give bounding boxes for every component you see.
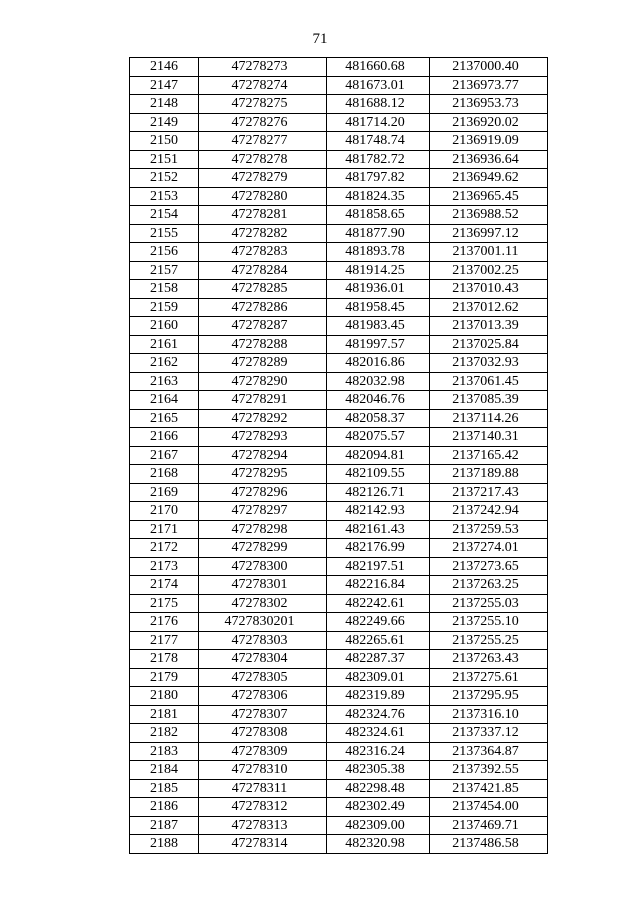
- y-coordinate-cell: 2137274.01: [430, 539, 548, 558]
- point-number-cell: 2187: [130, 816, 199, 835]
- x-coordinate-cell: 482319.89: [327, 687, 430, 706]
- y-coordinate-cell: 2137421.85: [430, 779, 548, 798]
- x-coordinate-cell: 481893.78: [327, 243, 430, 262]
- table-row: [130, 113, 548, 132]
- y-coordinate-cell: 2137273.65: [430, 557, 548, 576]
- y-coordinate-cell: 2137032.93: [430, 354, 548, 373]
- table-row: [130, 465, 548, 484]
- table-row: [130, 816, 548, 835]
- point-id-cell: 47278294: [199, 446, 327, 465]
- x-coordinate-cell: 482242.61: [327, 594, 430, 613]
- point-number-cell: 2183: [130, 742, 199, 761]
- point-number-cell: 2181: [130, 705, 199, 724]
- x-coordinate-cell: 481914.25: [327, 261, 430, 280]
- point-number-cell: 2166: [130, 428, 199, 447]
- y-coordinate-cell: 2137263.25: [430, 576, 548, 595]
- table-row: [130, 187, 548, 206]
- x-coordinate-cell: 482109.55: [327, 465, 430, 484]
- y-coordinate-cell: 2137263.43: [430, 650, 548, 669]
- y-coordinate-cell: 2136936.64: [430, 150, 548, 169]
- point-id-cell: 47278291: [199, 391, 327, 410]
- table-row: [130, 650, 548, 669]
- table-row: [130, 576, 548, 595]
- x-coordinate-cell: 482309.01: [327, 668, 430, 687]
- point-number-cell: 2169: [130, 483, 199, 502]
- point-id-cell: 47278289: [199, 354, 327, 373]
- y-coordinate-cell: 2137002.25: [430, 261, 548, 280]
- table-row: [130, 354, 548, 373]
- point-number-cell: 2154: [130, 206, 199, 225]
- x-coordinate-cell: 481748.74: [327, 132, 430, 151]
- x-coordinate-cell: 481877.90: [327, 224, 430, 243]
- y-coordinate-cell: 2137140.31: [430, 428, 548, 447]
- point-number-cell: 2188: [130, 835, 199, 854]
- point-id-cell: 47278303: [199, 631, 327, 650]
- table-row: [130, 317, 548, 336]
- table-row: [130, 724, 548, 743]
- table-row: [130, 58, 548, 77]
- x-coordinate-cell: 482142.93: [327, 502, 430, 521]
- point-number-cell: 2173: [130, 557, 199, 576]
- point-number-cell: 2156: [130, 243, 199, 262]
- point-number-cell: 2184: [130, 761, 199, 780]
- point-id-cell: 47278310: [199, 761, 327, 780]
- point-number-cell: 2157: [130, 261, 199, 280]
- y-coordinate-cell: 2136973.77: [430, 76, 548, 95]
- point-number-cell: 2148: [130, 95, 199, 114]
- x-coordinate-cell: 482216.84: [327, 576, 430, 595]
- table-row: [130, 520, 548, 539]
- table-row: [130, 835, 548, 854]
- y-coordinate-cell: 2136949.62: [430, 169, 548, 188]
- coordinates-table: [129, 57, 548, 854]
- y-coordinate-cell: 2137165.42: [430, 446, 548, 465]
- table-row: [130, 613, 548, 632]
- point-number-cell: 2164: [130, 391, 199, 410]
- point-number-cell: 2168: [130, 465, 199, 484]
- table-row: [130, 224, 548, 243]
- point-id-cell: 47278311: [199, 779, 327, 798]
- point-number-cell: 2161: [130, 335, 199, 354]
- x-coordinate-cell: 482320.98: [327, 835, 430, 854]
- y-coordinate-cell: 2137337.12: [430, 724, 548, 743]
- x-coordinate-cell: 482309.00: [327, 816, 430, 835]
- x-coordinate-cell: 482316.24: [327, 742, 430, 761]
- table-row: [130, 687, 548, 706]
- table-row: [130, 243, 548, 262]
- point-id-cell: 47278300: [199, 557, 327, 576]
- point-id-cell: 47278314: [199, 835, 327, 854]
- x-coordinate-cell: 481958.45: [327, 298, 430, 317]
- y-coordinate-cell: 2137012.62: [430, 298, 548, 317]
- table-row: [130, 539, 548, 558]
- point-number-cell: 2155: [130, 224, 199, 243]
- x-coordinate-cell: 482058.37: [327, 409, 430, 428]
- point-number-cell: 2182: [130, 724, 199, 743]
- x-coordinate-cell: 481673.01: [327, 76, 430, 95]
- point-number-cell: 2176: [130, 613, 199, 632]
- table-row: [130, 372, 548, 391]
- y-coordinate-cell: 2137255.10: [430, 613, 548, 632]
- point-number-cell: 2178: [130, 650, 199, 669]
- table-row: [130, 668, 548, 687]
- y-coordinate-cell: 2137454.00: [430, 798, 548, 817]
- point-number-cell: 2147: [130, 76, 199, 95]
- point-id-cell: 47278298: [199, 520, 327, 539]
- y-coordinate-cell: 2137255.03: [430, 594, 548, 613]
- x-coordinate-cell: 482075.57: [327, 428, 430, 447]
- point-id-cell: 47278306: [199, 687, 327, 706]
- point-id-cell: 47278309: [199, 742, 327, 761]
- point-id-cell: 47278278: [199, 150, 327, 169]
- table-row: [130, 798, 548, 817]
- table-row: [130, 261, 548, 280]
- y-coordinate-cell: 2137275.61: [430, 668, 548, 687]
- point-number-cell: 2180: [130, 687, 199, 706]
- x-coordinate-cell: 481782.72: [327, 150, 430, 169]
- y-coordinate-cell: 2137295.95: [430, 687, 548, 706]
- coordinates-table-body: [130, 58, 548, 854]
- point-id-cell: 47278275: [199, 95, 327, 114]
- x-coordinate-cell: 481936.01: [327, 280, 430, 299]
- x-coordinate-cell: 482161.43: [327, 520, 430, 539]
- x-coordinate-cell: 482126.71: [327, 483, 430, 502]
- x-coordinate-cell: 481714.20: [327, 113, 430, 132]
- table-row: [130, 483, 548, 502]
- x-coordinate-cell: 481983.45: [327, 317, 430, 336]
- point-number-cell: 2160: [130, 317, 199, 336]
- point-id-cell: 47278297: [199, 502, 327, 521]
- table-row: [130, 557, 548, 576]
- y-coordinate-cell: 2136953.73: [430, 95, 548, 114]
- point-id-cell: 47278284: [199, 261, 327, 280]
- table-row: [130, 298, 548, 317]
- x-coordinate-cell: 482032.98: [327, 372, 430, 391]
- point-number-cell: 2146: [130, 58, 199, 77]
- point-number-cell: 2153: [130, 187, 199, 206]
- table-row: [130, 169, 548, 188]
- point-number-cell: 2150: [130, 132, 199, 151]
- point-id-cell: 47278290: [199, 372, 327, 391]
- y-coordinate-cell: 2136965.45: [430, 187, 548, 206]
- x-coordinate-cell: 481660.68: [327, 58, 430, 77]
- point-id-cell: 47278308: [199, 724, 327, 743]
- y-coordinate-cell: 2137469.71: [430, 816, 548, 835]
- point-number-cell: 2186: [130, 798, 199, 817]
- point-number-cell: 2167: [130, 446, 199, 465]
- x-coordinate-cell: 482197.51: [327, 557, 430, 576]
- point-number-cell: 2185: [130, 779, 199, 798]
- point-number-cell: 2149: [130, 113, 199, 132]
- y-coordinate-cell: 2136997.12: [430, 224, 548, 243]
- point-number-cell: 2175: [130, 594, 199, 613]
- x-coordinate-cell: 482324.76: [327, 705, 430, 724]
- point-number-cell: 2159: [130, 298, 199, 317]
- point-number-cell: 2158: [130, 280, 199, 299]
- x-coordinate-cell: 482094.81: [327, 446, 430, 465]
- point-number-cell: 2163: [130, 372, 199, 391]
- point-id-cell: 47278305: [199, 668, 327, 687]
- y-coordinate-cell: 2137255.25: [430, 631, 548, 650]
- y-coordinate-cell: 2137217.43: [430, 483, 548, 502]
- table-row: [130, 409, 548, 428]
- table-row: [130, 150, 548, 169]
- y-coordinate-cell: 2137061.45: [430, 372, 548, 391]
- point-id-cell: 47278288: [199, 335, 327, 354]
- x-coordinate-cell: 482249.66: [327, 613, 430, 632]
- point-number-cell: 2170: [130, 502, 199, 521]
- y-coordinate-cell: 2137114.26: [430, 409, 548, 428]
- table-row: [130, 335, 548, 354]
- y-coordinate-cell: 2136920.02: [430, 113, 548, 132]
- point-id-cell: 47278304: [199, 650, 327, 669]
- x-coordinate-cell: 482305.38: [327, 761, 430, 780]
- point-id-cell: 47278312: [199, 798, 327, 817]
- point-number-cell: 2174: [130, 576, 199, 595]
- y-coordinate-cell: 2137364.87: [430, 742, 548, 761]
- table-row: [130, 779, 548, 798]
- point-id-cell: 47278293: [199, 428, 327, 447]
- y-coordinate-cell: 2137392.55: [430, 761, 548, 780]
- point-id-cell: 47278287: [199, 317, 327, 336]
- point-id-cell: 47278285: [199, 280, 327, 299]
- point-id-cell: 47278280: [199, 187, 327, 206]
- point-id-cell: 47278273: [199, 58, 327, 77]
- point-id-cell: 47278299: [199, 539, 327, 558]
- x-coordinate-cell: 482046.76: [327, 391, 430, 410]
- point-number-cell: 2172: [130, 539, 199, 558]
- point-id-cell: 4727830201: [199, 613, 327, 632]
- table-row: [130, 206, 548, 225]
- point-number-cell: 2177: [130, 631, 199, 650]
- y-coordinate-cell: 2137316.10: [430, 705, 548, 724]
- point-number-cell: 2171: [130, 520, 199, 539]
- y-coordinate-cell: 2137010.43: [430, 280, 548, 299]
- table-row: [130, 76, 548, 95]
- point-id-cell: 47278274: [199, 76, 327, 95]
- point-number-cell: 2179: [130, 668, 199, 687]
- y-coordinate-cell: 2137259.53: [430, 520, 548, 539]
- y-coordinate-cell: 2137013.39: [430, 317, 548, 336]
- x-coordinate-cell: 482016.86: [327, 354, 430, 373]
- point-id-cell: 47278313: [199, 816, 327, 835]
- x-coordinate-cell: 482298.48: [327, 779, 430, 798]
- point-id-cell: 47278276: [199, 113, 327, 132]
- y-coordinate-cell: 2137000.40: [430, 58, 548, 77]
- page-number: 71: [312, 31, 328, 47]
- point-id-cell: 47278283: [199, 243, 327, 262]
- table-row: [130, 132, 548, 151]
- x-coordinate-cell: 481797.82: [327, 169, 430, 188]
- point-number-cell: 2165: [130, 409, 199, 428]
- table-row: [130, 280, 548, 299]
- table-row: [130, 631, 548, 650]
- table-row: [130, 705, 548, 724]
- point-id-cell: 47278282: [199, 224, 327, 243]
- point-id-cell: 47278307: [199, 705, 327, 724]
- table-row: [130, 761, 548, 780]
- y-coordinate-cell: 2137486.58: [430, 835, 548, 854]
- table-row: [130, 95, 548, 114]
- table-row: [130, 502, 548, 521]
- x-coordinate-cell: 482302.49: [327, 798, 430, 817]
- y-coordinate-cell: 2137001.11: [430, 243, 548, 262]
- x-coordinate-cell: 482324.61: [327, 724, 430, 743]
- table-row: [130, 742, 548, 761]
- table-row: [130, 594, 548, 613]
- point-id-cell: 47278279: [199, 169, 327, 188]
- y-coordinate-cell: 2137242.94: [430, 502, 548, 521]
- x-coordinate-cell: 482265.61: [327, 631, 430, 650]
- x-coordinate-cell: 481858.65: [327, 206, 430, 225]
- table-row: [130, 428, 548, 447]
- table-row: [130, 391, 548, 410]
- point-id-cell: 47278286: [199, 298, 327, 317]
- point-id-cell: 47278296: [199, 483, 327, 502]
- x-coordinate-cell: 482287.37: [327, 650, 430, 669]
- x-coordinate-cell: 481824.35: [327, 187, 430, 206]
- y-coordinate-cell: 2137025.84: [430, 335, 548, 354]
- point-id-cell: 47278292: [199, 409, 327, 428]
- point-id-cell: 47278301: [199, 576, 327, 595]
- point-id-cell: 47278277: [199, 132, 327, 151]
- x-coordinate-cell: 482176.99: [327, 539, 430, 558]
- y-coordinate-cell: 2137189.88: [430, 465, 548, 484]
- point-number-cell: 2152: [130, 169, 199, 188]
- x-coordinate-cell: 481997.57: [327, 335, 430, 354]
- y-coordinate-cell: 2136919.09: [430, 132, 548, 151]
- point-id-cell: 47278302: [199, 594, 327, 613]
- point-number-cell: 2162: [130, 354, 199, 373]
- x-coordinate-cell: 481688.12: [327, 95, 430, 114]
- point-id-cell: 47278281: [199, 206, 327, 225]
- point-number-cell: 2151: [130, 150, 199, 169]
- y-coordinate-cell: 2136988.52: [430, 206, 548, 225]
- point-id-cell: 47278295: [199, 465, 327, 484]
- y-coordinate-cell: 2137085.39: [430, 391, 548, 410]
- table-row: [130, 446, 548, 465]
